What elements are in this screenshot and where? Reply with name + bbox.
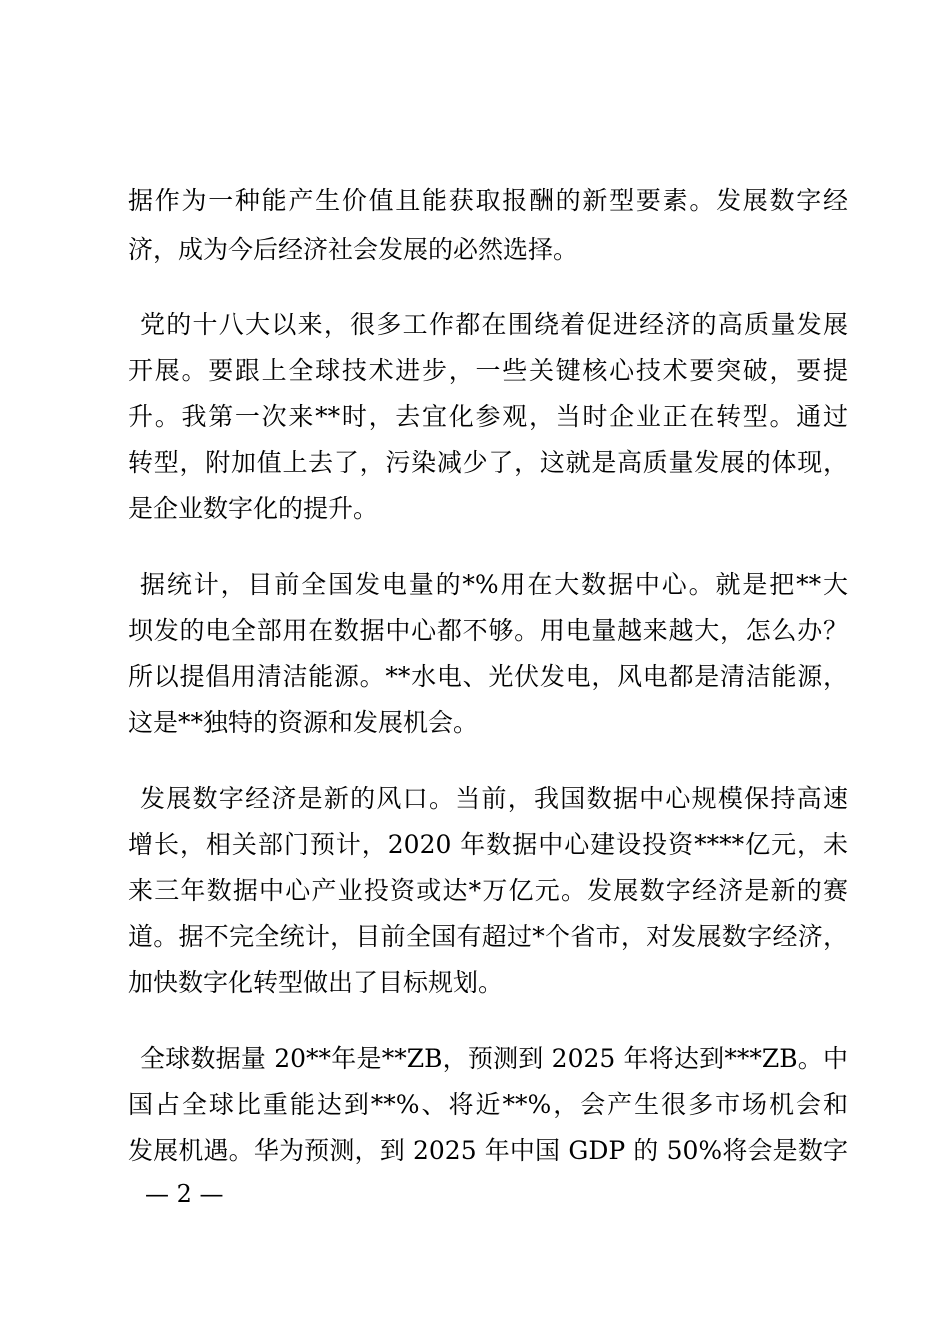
- paragraph-2-line-3: 升。我第一次来**时，去宜化参观，当时企业正在转型。通过: [128, 402, 848, 431]
- paragraph-3-line-1: 据统计，目前全国发电量的*%用在大数据中心。就是把**大: [140, 570, 848, 599]
- page-number: — 2 —: [145, 1180, 224, 1208]
- paragraph-4-line-3: 来三年数据中心产业投资或达*万亿元。发展数字经济是新的赛: [128, 876, 848, 905]
- paragraph-2-line-4: 转型，附加值上去了，污染减少了，这就是高质量发展的体现，: [128, 448, 848, 477]
- paragraph-3-line-2: 坝发的电全部用在数据中心都不够。用电量越来越大，怎么办？: [128, 616, 848, 645]
- paragraph-4-line-2: 增长，相关部门预计，2020 年数据中心建设投资****亿元，未: [128, 830, 848, 859]
- paragraph-4-line-5: 加快数字化转型做出了目标规划。: [128, 968, 504, 997]
- paragraph-5-line-2: 国占全球比重能达到**%、将近**%，会产生很多市场机会和: [128, 1090, 848, 1119]
- paragraph-1-line-1: 据作为一种能产生价值且能获取报酬的新型要素。发展数字经: [128, 186, 848, 215]
- paragraph-5-line-3: 发展机遇。华为预测，到 2025 年中国 GDP 的 50%将会是数字: [128, 1136, 848, 1165]
- paragraph-5-line-1: 全球数据量 20**年是**ZB，预测到 2025 年将达到***ZB。中: [140, 1044, 848, 1073]
- paragraph-4-line-4: 道。据不完全统计，目前全国有超过*个省市，对发展数字经济，: [128, 922, 848, 951]
- paragraph-2-line-2: 开展。要跟上全球技术进步，一些关键核心技术要突破，要提: [128, 356, 848, 385]
- paragraph-3-line-4: 这是**独特的资源和发展机会。: [128, 708, 479, 737]
- paragraph-4-line-1: 发展数字经济是新的风口。当前，我国数据中心规模保持高速: [140, 784, 848, 813]
- paragraph-1-line-2: 济，成为今后经济社会发展的必然选择。: [128, 235, 579, 264]
- paragraph-2-line-1: 党的十八大以来，很多工作都在围绕着促进经济的高质量发展: [140, 310, 848, 339]
- paragraph-2-line-5: 是企业数字化的提升。: [128, 494, 379, 523]
- paragraph-3-line-3: 所以提倡用清洁能源。**水电、光伏发电，风电都是清洁能源，: [128, 662, 848, 691]
